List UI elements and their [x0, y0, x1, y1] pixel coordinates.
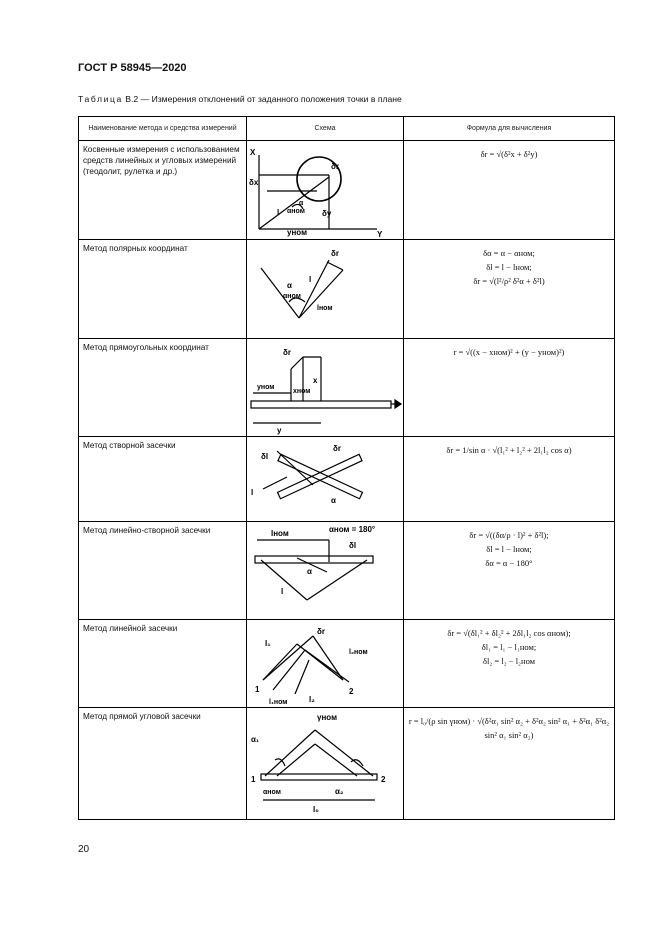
- formula-line: δl = l − lном;: [486, 262, 532, 272]
- scheme-label: xном: [293, 388, 311, 395]
- scheme-label: l: [309, 275, 312, 284]
- table-header-row: [79, 117, 615, 141]
- method-cell: Метод полярных координат: [79, 240, 247, 339]
- formula-line: r = √((x − xном)² + (y − yном)²): [453, 347, 565, 357]
- scheme-label: l₂: [309, 695, 315, 704]
- scheme-label: δr: [331, 249, 339, 258]
- scheme-cell: [247, 522, 404, 620]
- scheme-label: αном: [283, 293, 301, 300]
- scheme-label: l: [277, 208, 280, 217]
- scheme-diagram: [247, 522, 404, 619]
- scheme-diagram: [247, 708, 404, 819]
- scheme-label: yном: [257, 384, 275, 391]
- scheme-label: l₂ном: [349, 649, 368, 656]
- scheme-cell: [247, 437, 404, 522]
- formula-cell: [404, 620, 615, 708]
- formula-line: δα = α − 180°: [485, 558, 533, 568]
- formula-cell: [404, 708, 615, 820]
- scheme-label: l: [281, 587, 284, 596]
- formula-line: δl₁ = l₁ − l₁ном;: [481, 642, 537, 652]
- method-cell: Метод створной засечки: [79, 437, 247, 522]
- scheme-label: αном: [263, 789, 281, 796]
- scheme-label: δl: [261, 452, 269, 461]
- scheme-label: α: [299, 200, 304, 207]
- table-row: [79, 522, 615, 620]
- document-header: ГОСТ Р 58945—2020: [78, 62, 187, 74]
- scheme-label: lном: [271, 529, 289, 538]
- formula-line: δl = l − lном;: [486, 544, 532, 554]
- scheme-label: y: [277, 426, 282, 435]
- col-header-formula: Формула для вычисления: [404, 117, 615, 141]
- scheme-label: γном: [317, 713, 337, 722]
- scheme-cell: [247, 620, 404, 708]
- scheme-label: δy: [322, 209, 332, 218]
- scheme-diagram: [247, 620, 404, 707]
- method-cell: Метод линейно-створной засечки: [79, 522, 247, 620]
- scheme-label: lном: [317, 305, 333, 312]
- scheme-label: δr: [331, 162, 339, 171]
- scheme-cell: [247, 240, 404, 339]
- scheme-label: δl: [349, 541, 357, 550]
- formula-cell: [404, 240, 615, 339]
- scheme-label: x: [313, 376, 318, 385]
- scheme-label: α₂: [335, 787, 344, 796]
- scheme-label: δr: [283, 348, 291, 357]
- scheme-label: α₁: [251, 735, 260, 744]
- table-row: [79, 708, 615, 820]
- formula-line: δα = α − αном;: [483, 248, 535, 258]
- scheme-label: δr: [333, 444, 341, 453]
- caption-text: В.2 — Измерения отклонений от заданного положения точки в плане: [125, 94, 402, 104]
- scheme-label: α: [287, 281, 292, 290]
- method-cell: Косвенные измерения с использованием средств линейных и угловых измерений (теодолит, рулетка и др.): [79, 141, 247, 240]
- page-number: 20: [78, 844, 90, 855]
- formula-cell: [404, 141, 615, 240]
- scheme-label: αном: [287, 208, 305, 215]
- scheme-label: α: [331, 496, 336, 505]
- method-cell: Метод прямой угловой засечки: [79, 708, 247, 820]
- scheme-cell: [247, 141, 404, 240]
- col-header-method: Наименование метода и средства измерений: [79, 117, 247, 141]
- scheme-label: 2: [349, 687, 354, 696]
- scheme-label: l: [251, 488, 254, 497]
- scheme-label: l₁: [265, 639, 271, 648]
- table-row: [79, 141, 615, 240]
- scheme-label: δr: [317, 627, 325, 636]
- formula-line: δr = 1/sin α · √(l₁² + l₂² + 2l₁l₂ cos α): [446, 445, 572, 455]
- scheme-label: 2: [381, 775, 386, 784]
- col-header-scheme: Схема: [247, 117, 404, 141]
- formula-line: δr = √((δα/ρ · l)² + δ²l);: [469, 530, 549, 540]
- formula-line: δr = √(δ²x + δ²y): [480, 149, 538, 159]
- scheme-label: δx: [249, 178, 259, 187]
- formula-line: δl₂ = l₂ − l₂ном: [482, 656, 536, 666]
- formula-cell: [404, 339, 615, 437]
- scheme-label: 1: [251, 775, 256, 784]
- scheme-diagram: [247, 437, 404, 521]
- scheme-label: X: [250, 148, 256, 157]
- scheme-label: αном = 180°: [329, 525, 376, 534]
- scheme-label: yном: [287, 228, 307, 237]
- table-row: [79, 620, 615, 708]
- caption-label: Таблица: [78, 94, 123, 104]
- formula-cell: [404, 437, 615, 522]
- formula-line: δr = √(δl₁² + δl₂² + 2δl₁l₂ cos αном);: [447, 628, 571, 638]
- measurement-table: [78, 116, 615, 820]
- scheme-diagram: [247, 240, 404, 338]
- scheme-cell: [247, 708, 404, 820]
- scheme-diagram: [247, 141, 404, 239]
- formula-cell: [404, 522, 615, 620]
- scheme-label: α: [307, 567, 312, 576]
- formula-line: r = l₀/(ρ sin γном) · √(δ²α₁ sin² α₂ + δ²α₂ sin² α₁ + δ²α₁ δ²α₂ sin² α₁ sin² α₂): [408, 716, 610, 740]
- table-row: [79, 240, 615, 339]
- scheme-label: 1: [255, 685, 260, 694]
- method-cell: Метод прямоугольных координат: [79, 339, 247, 437]
- scheme-label: Y: [377, 230, 383, 239]
- table-caption: [78, 94, 402, 104]
- scheme-cell: [247, 339, 404, 437]
- table-row: [79, 437, 615, 522]
- scheme-label: l₀: [313, 805, 319, 814]
- table-row: [79, 339, 615, 437]
- scheme-diagram: [247, 339, 404, 436]
- scheme-label: l₁ном: [269, 699, 288, 706]
- formula-line: δr = √(l²/ρ² δ²α + δ²l): [473, 276, 545, 286]
- method-cell: Метод линейной засечки: [79, 620, 247, 708]
